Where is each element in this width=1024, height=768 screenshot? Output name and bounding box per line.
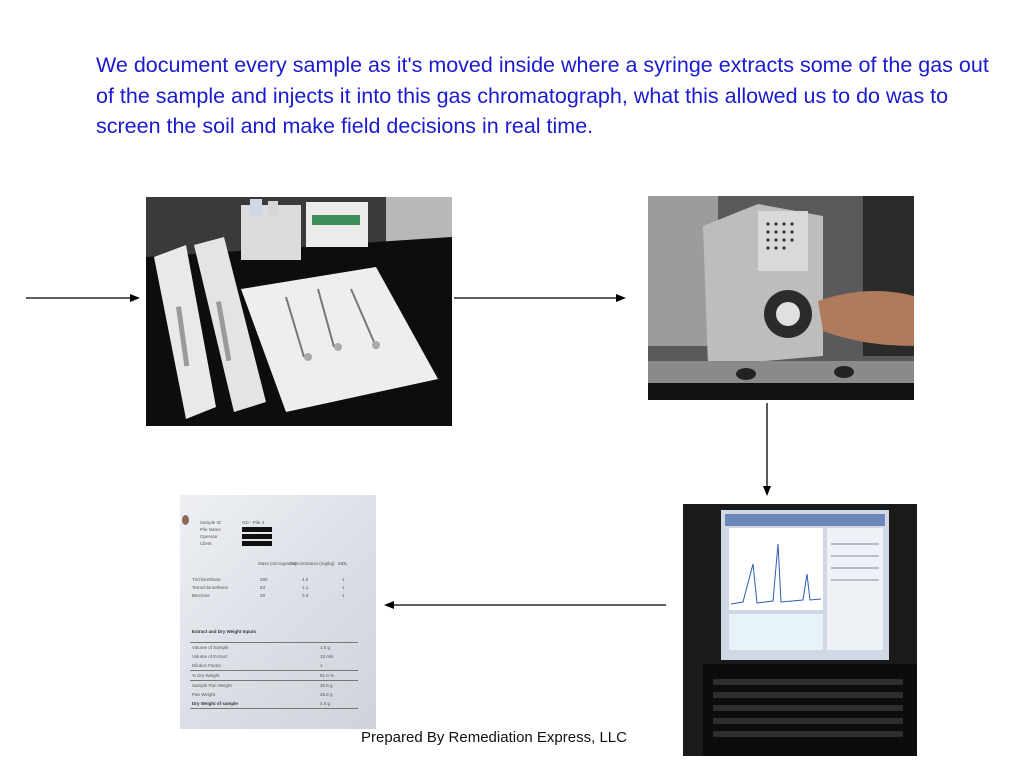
arrow-chromatograph-to-laptop [760,402,774,498]
laptop-chromatogram-photo [683,504,917,756]
report-input-value: 81.0 % [320,673,335,678]
redaction-bar [242,534,272,539]
arrow-syringes-to-chromatograph [452,291,628,305]
redaction-bar [242,527,272,532]
report-row-conc: 4.0 [302,577,309,582]
redaction-bar [242,541,272,546]
report-input-value: 1.0 g [320,645,331,650]
report-section-title: Extract and Dry Weight Inputs [192,629,257,634]
report-input-value: 10 mls [320,654,334,659]
report-table-line [190,670,358,671]
report-col-head: MDL [338,561,348,566]
report-input-label: Pan Weight [192,692,216,697]
report-row-name: Trichlorethane [192,577,221,582]
report-label: Operator [200,534,218,539]
arrow-laptop-to-report [380,598,668,612]
report-input-value: 30.5 g [320,683,333,688]
soil-analysis-report-photo [180,495,376,729]
report-input-label: % Dry Weight [192,673,220,678]
binder-hole [182,515,189,525]
report-label: Client [200,541,212,546]
report-sample-id: GD - Pile 3 [242,520,265,525]
report-input-label: Volume of Extract [192,654,228,659]
report-row-conc: 1.1 [302,585,309,590]
report-input-label: Volume of Sample [192,645,229,650]
report-row-mass: 83 [260,585,266,590]
report-row-mdl: 1 [342,577,345,582]
report-row-name: Tetrachloroethene [192,585,229,590]
report-row-mdl: 1 [342,593,345,598]
report-row-mdl: 1 [342,585,345,590]
report-table-line [190,680,358,681]
report-table-line [190,708,358,709]
report-table-line [190,642,358,643]
report-input-value: 1 [320,663,323,668]
arrow-into-syringes [24,291,142,305]
report-label: Pile Name [200,527,221,532]
report-col-head: Concentration (mg/kg) [290,561,335,566]
report-row-mass: 280 [260,577,268,582]
report-row-conc: 0.3 [302,593,309,598]
report-input-label: Dry Weight of sample [192,701,238,706]
report-input-label: Dilution Factor [192,663,222,668]
report-label: Sample ID [200,520,222,525]
gas-chromatograph-photo [648,196,914,400]
slide-caption: We document every sample as it's moved inside where a syringe extracts some of the gas out of the sample and injects it into this gas chromatograph, what this allowed us to do was to screen the soil and make field decisions in real time. [96,53,989,138]
footer-credit: Prepared By Remediation Express, LLC [361,729,627,746]
report-row-name: Benzene [192,593,210,598]
report-row-mass: 29 [260,593,266,598]
syringe-sampling-kit-photo [146,197,452,426]
report-input-value: 26.8 g [320,692,333,697]
report-col-head: Mass (micrograms) [258,561,297,566]
report-input-value: 4.0 g [320,701,331,706]
report-input-label: Sample Pan Weight [192,683,232,688]
